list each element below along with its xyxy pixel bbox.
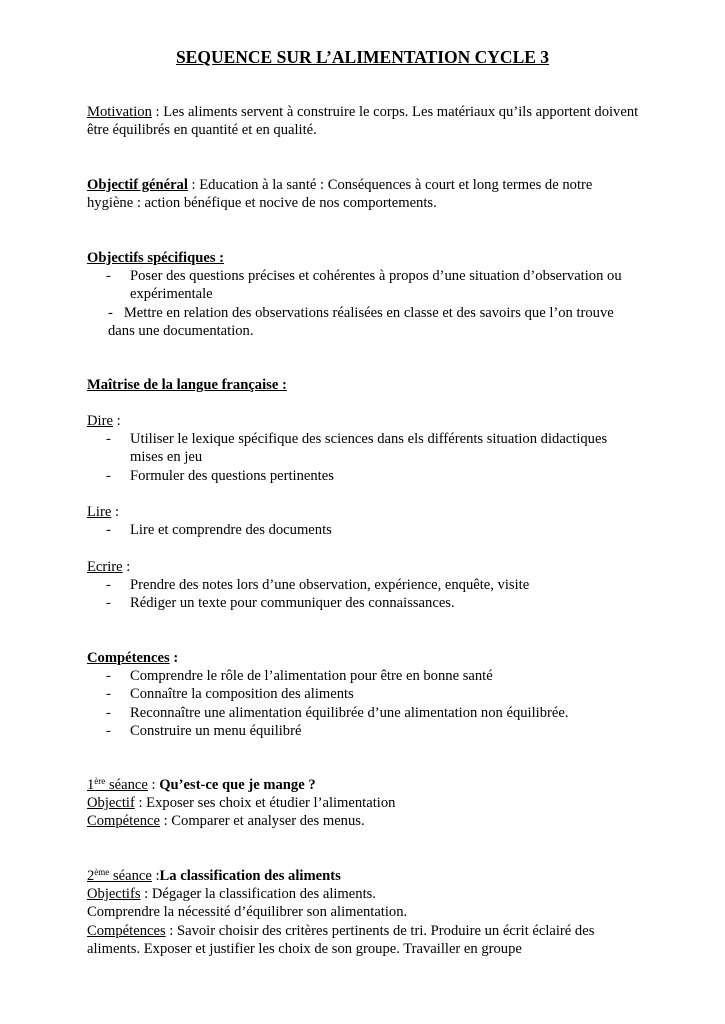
- dire-section: [87, 412, 642, 485]
- objectif-general-section: [87, 176, 642, 212]
- seance-1-competence-label: Compétence: [87, 813, 160, 830]
- seance-1-section: [87, 776, 642, 831]
- seance-1-label: [87, 777, 148, 793]
- seance-2-separator: :: [151, 868, 160, 884]
- objectifs-specifiques-list: [87, 267, 642, 303]
- seance-2-objectifs-label: Objectifs: [87, 886, 141, 903]
- list-item: - Lire et comprendre des documents: [87, 521, 642, 539]
- lire-section: [87, 503, 642, 539]
- seance-1-competence-text: : Comparer et analyser des menus.: [159, 813, 365, 830]
- competences-section: [87, 649, 642, 740]
- ecrire-section: [87, 558, 642, 613]
- list-item: - Prendre des notes lors d’une observation, expérience, enquête, visite: [87, 576, 642, 594]
- dire-list: [87, 430, 642, 485]
- seance-1-objectif-label: Objectif: [87, 795, 135, 812]
- objectifs-specifiques-label: Objectifs spécifiques :: [87, 250, 225, 266]
- motivation-text: : Les aliments servent à construire le corps. Les matériaux qu’ils apportent doivent être équilibrés en quantité et en qualité.: [87, 104, 639, 139]
- seance-2-competences-label: Compétences: [87, 922, 166, 939]
- list-item: - Reconnaître une alimentation équilibrée d’une alimentation non équilibrée.: [87, 704, 642, 722]
- list-item: - Connaître la composition des aliments: [87, 685, 642, 703]
- list-item: - Utiliser le lexique spécifique des sciences dans els différents situation didactiques mises en jeu: [87, 430, 642, 466]
- seance-1-separator: :: [147, 777, 160, 793]
- seance-1-ordinal: ère: [94, 776, 106, 786]
- ecrire-suffix: :: [122, 559, 131, 575]
- list-item: - Formuler des questions pertinentes: [87, 467, 642, 485]
- seance-2-label: [87, 868, 152, 884]
- seance-1-title: Qu’est-ce que je mange ?: [159, 777, 316, 793]
- list-item: - Poser des questions précises et cohérentes à propos d’une situation d’observation ou expérimentale: [87, 267, 642, 303]
- dire-label: Dire: [87, 413, 113, 429]
- seance-2-word: séance: [109, 868, 152, 884]
- list-item: - Rédiger un texte pour communiquer des connaissances.: [87, 594, 642, 612]
- maitrise-heading: Maîtrise de la langue française :: [87, 377, 287, 393]
- seance-2-objectifs-text: : Dégager la classification des aliments.: [140, 886, 376, 903]
- motivation-label: Motivation: [87, 104, 152, 120]
- ecrire-list: [87, 576, 642, 612]
- document-title: SEQUENCE SUR L’ALIMENTATION CYCLE 3: [175, 47, 550, 67]
- list-item-text: Mettre en relation des observations réalisées en classe et des savoirs que l’on trouve dans une documentation.: [108, 304, 614, 339]
- competences-suffix: :: [169, 650, 179, 666]
- seance-2-section: [87, 867, 642, 958]
- seance-1-objectif-text: : Exposer ses choix et étudier l’alimentation: [134, 795, 396, 812]
- objectif-general-text: : Education à la santé : Conséquences à court et long termes de notre hygiène : action bénéfique et nocive de nos comportements.: [87, 177, 593, 212]
- seance-1-number: 1: [87, 777, 95, 793]
- seance-1-word: séance: [105, 777, 148, 793]
- lire-suffix: :: [111, 504, 120, 520]
- motivation-section: [87, 103, 642, 139]
- competences-list: [87, 667, 642, 740]
- list-item: - Comprendre le rôle de l’alimentation pour être en bonne santé: [87, 667, 642, 685]
- seance-2-line-2: Comprendre la nécessité d’équilibrer son alimentation.: [87, 904, 408, 921]
- lire-list: [87, 521, 642, 539]
- ecrire-label: Ecrire: [87, 559, 123, 575]
- seance-2-title: La classification des aliments: [159, 868, 341, 884]
- seance-2-number: 2: [87, 868, 95, 884]
- lire-label: Lire: [87, 504, 112, 520]
- seance-2-competences-text: : Savoir choisir des critères pertinents de tri. Produire un écrit éclairé des aliments. Exposer et justifier les choix de son groupe. Travailler en groupe: [87, 922, 595, 957]
- dire-suffix: :: [112, 413, 121, 429]
- objectifs-specifiques-section: [87, 249, 642, 340]
- competences-label: Compétences: [87, 650, 170, 666]
- list-item: - Construire un menu équilibré: [87, 722, 642, 740]
- seance-2-ordinal: ème: [94, 867, 110, 877]
- objectif-general-label: Objectif général: [87, 177, 188, 193]
- objectif-specifique-item-2: - Mettre en relation des observations réalisées en classe et des savoirs que l’on trouve dans une documentation.: [108, 304, 614, 339]
